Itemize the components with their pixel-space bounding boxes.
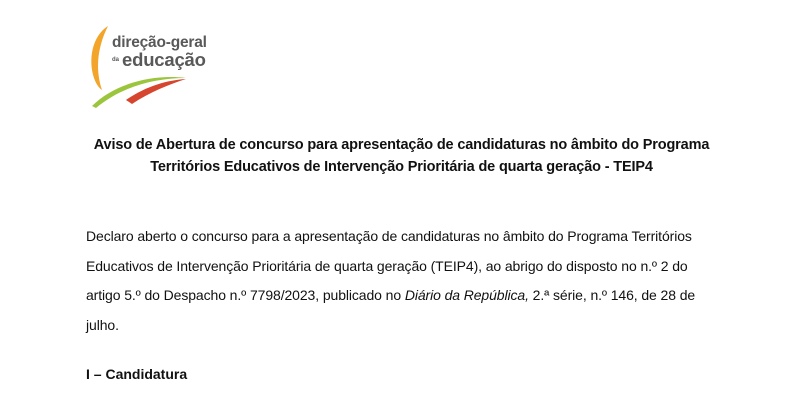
logo-text-direcao-geral: direção-geral	[112, 34, 207, 51]
section-heading-candidatura: I – Candidatura	[86, 366, 188, 382]
paragraph-line-3-end: 2.ª série, n.º 146, de 28 de	[528, 287, 696, 303]
paragraph-line-3-start: artigo 5.º do Despacho n.º 7798/2023, publicado no	[86, 287, 405, 303]
paragraph-line-3	[86, 281, 726, 311]
logo-text-educacao: educação	[122, 49, 206, 70]
paragraph-line-4: julho.	[86, 316, 119, 333]
logo-orange-arc	[91, 26, 108, 90]
document-title	[60, 134, 743, 178]
declaration-paragraph	[86, 222, 726, 340]
diario-da-republica-reference: Diário da República,	[404, 287, 529, 303]
paragraph-line-2: Educativos de Intervenção Prioritária de quarta geração (TEIP4), ao abrigo do disposto no n.º 2 do	[86, 257, 688, 274]
paragraph-line-1: Declaro aberto o concurso para a apresentação de candidaturas no âmbito do Programa Territórios	[86, 228, 692, 244]
document-title-line-2: Territórios Educativos de Intervenção Prioritária de quarta geração - TEIP4	[150, 159, 653, 175]
dge-logo	[86, 20, 226, 108]
logo-text-da: da	[112, 57, 120, 63]
document-title-line-1: Aviso de Abertura de concurso para apresentação de candidaturas no âmbito do Programa	[93, 137, 710, 153]
